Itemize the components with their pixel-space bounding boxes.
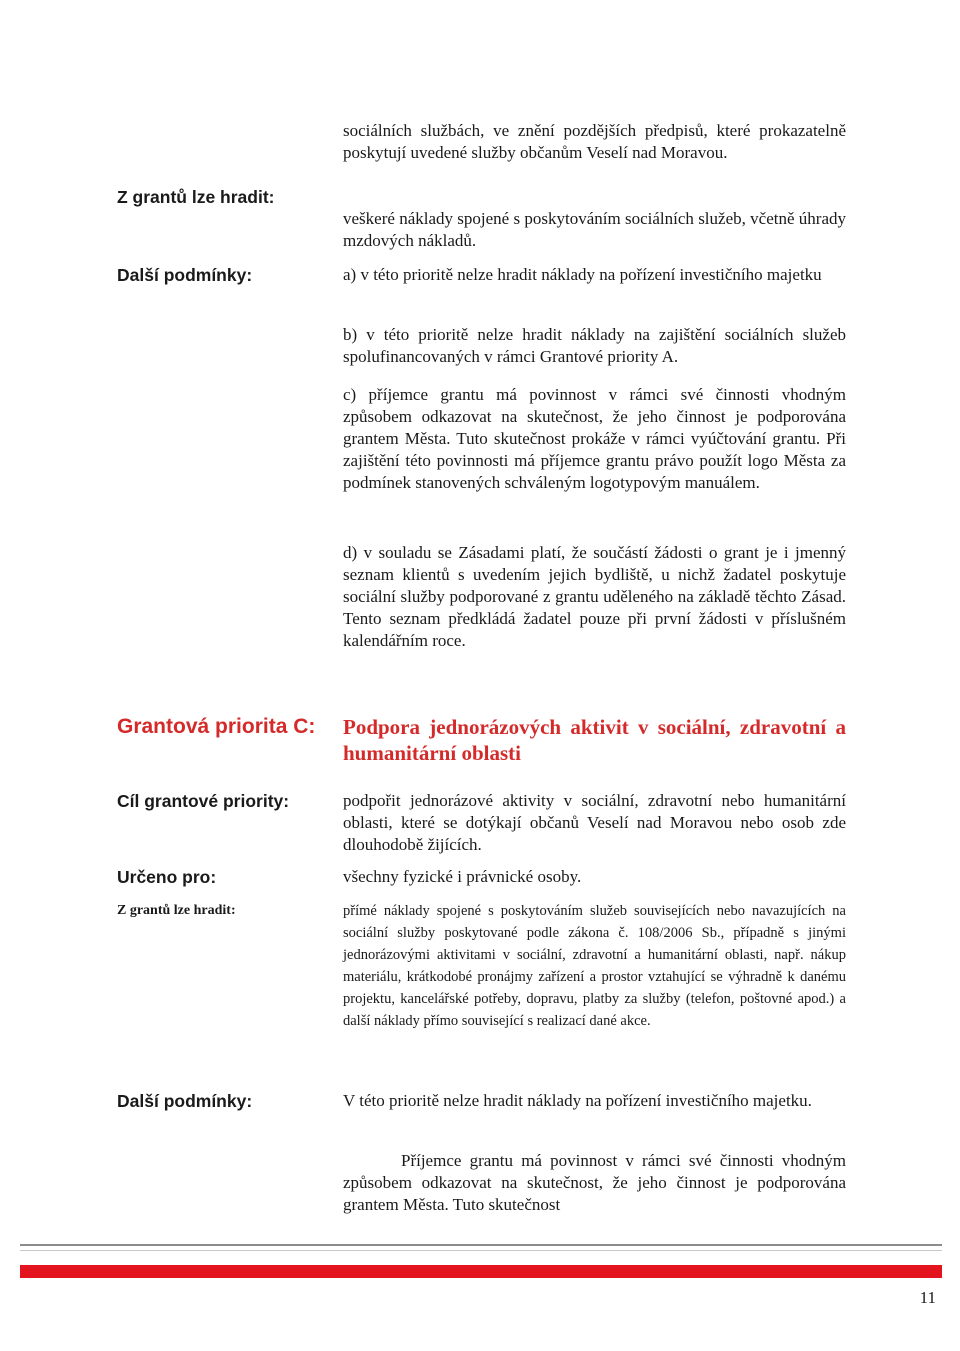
label-z-grantu-b: Z grantů lze hradit: [117, 187, 275, 207]
label-cil: Cíl grantové priority: [117, 791, 290, 811]
text-dalsi-c-2: Příjemce grantu má povinnost v rámci své činnosti vhodným způsobem odkazovat na skutečnost, že jeho činnost je podporována grantem Města. Tuto skutečnost [343, 1151, 846, 1214]
condition-a: a) v této prioritě nelze hradit náklady na pořízení investičního majetku [343, 265, 822, 284]
condition-b: b) v této prioritě nelze hradit náklady na zajištění sociálních služeb spolufinancovaných v rámci Grantové priority A. [343, 325, 846, 366]
condition-c: c) příjemce grantu má povinnost v rámci své činnosti vhodným způsobem odkazovat na skutečnost, že jeho činnost je podporována grantem Města. Tuto skutečnost prokáže v rámci vyúčtování grantu. Při zajištění této povinnosti má příjemce grantu právo použít logo Města za podmínek stanovených schváleným logotypovým manuálem. [343, 385, 846, 492]
text-urceno-pro: všechny fyzické i právnické osoby. [343, 867, 582, 886]
condition-d: d) v souladu se Zásadami platí, že součástí žádosti o grant je i jmenný seznam klientů s uvedením jejich bydliště, u nichž žadatel poskytuje sociální služby podporované z grantu uděleného na základě těchto Zásad. Tento seznam předkládá žadatel pouze při první žádosti v příslušném kalendářním roce. [343, 543, 846, 650]
label-grantova-priorita-c: Grantová priorita C: [117, 715, 316, 738]
footer-rule-grey-thin [20, 1250, 942, 1251]
page-number: 11 [919, 1288, 936, 1307]
text-z-grantu-c: přímé náklady spojené s poskytováním služeb souvisejících nebo navazujících na sociální služby poskytované podle zákona č. 108/2006 Sb., případně s jinými jednorázovými aktivitami v sociální, zdravotní a humanitární oblasti, např. nákup materiálu, krátkodobé pronájmy zařízení a prostor vztahující se výhradně k danému projektu, kancelářské potřeby, dopravu, platby za služby (telefon, poštovné apod.) a další náklady přímo související s realizací dané akce. [343, 903, 846, 1029]
priority-c-title: Podpora jednorázových aktivit v sociální, zdravotní a humanitární oblasti [343, 715, 846, 765]
label-z-grantu-c: Z grantů lze hradit: [117, 903, 236, 918]
label-dalsi-podminky-c: Další podmínky: [117, 1091, 253, 1111]
footer-rule-grey [20, 1244, 942, 1246]
intro-continuation: sociálních službách, ve znění pozdějších předpisů, které prokazatelně poskytují uvedené služby občanům Veselí nad Moravou. [343, 121, 846, 162]
text-dalsi-c-1: V této prioritě nelze hradit náklady na pořízení investičního majetku. [343, 1091, 812, 1110]
text-cil: podpořit jednorázové aktivity v sociální, zdravotní nebo humanitární oblasti, které se dotýkají občanů Veselí nad Moravou nebo osob zde dlouhodobě žijících. [343, 791, 846, 854]
label-dalsi-podminky-b: Další podmínky: [117, 265, 253, 285]
text-z-grantu-b: veškeré náklady spojené s poskytováním sociálních služeb, včetně úhrady mzdových nákladů. [343, 209, 846, 250]
label-urceno-pro: Určeno pro: [117, 867, 217, 887]
footer-rule-red [20, 1265, 942, 1278]
